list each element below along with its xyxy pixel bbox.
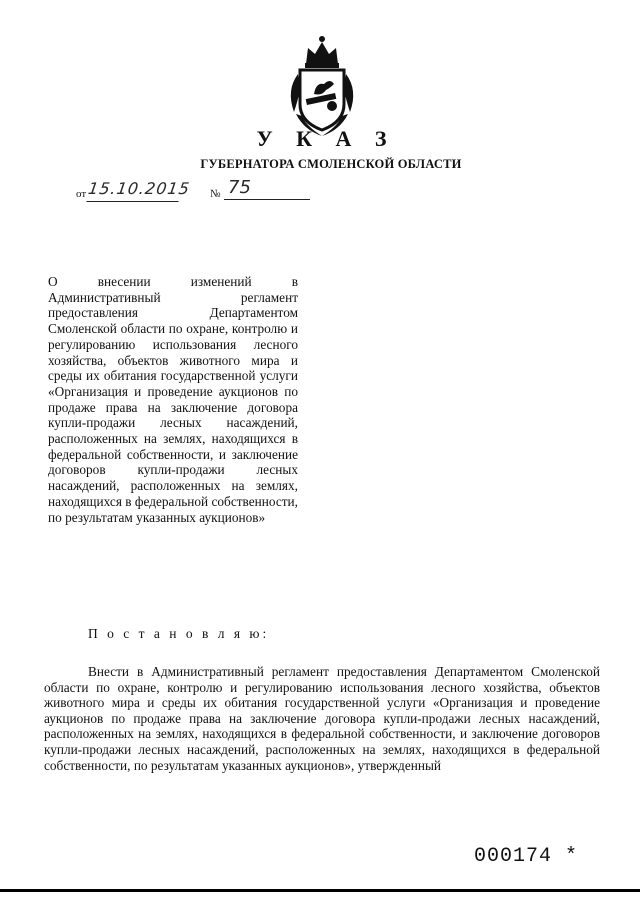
decree-subject: О внесении изменений в Административный регламент предоставления Департаментом Смоленской области по охране, контролю и регулированию использования лесного хозяйства, объектов животного мира и среды их обитания государственной услуги «Организация и проведение аукционов по продаже права на заключение договора купли-продажи лесных насаждений, расположенных на землях, находящихся в федеральной собственности, и заключение договоров купли-продажи лесных насаждений, расположенных на землях, находящихся в федеральной собственности, по результатам указанных аукционов» xyxy=(48,274,298,525)
document-serial-number: 000174 * xyxy=(474,845,579,868)
document-title: У К А З xyxy=(256,126,396,151)
smolensk-coat-of-arms-icon xyxy=(284,34,360,140)
bottom-rule xyxy=(0,889,640,892)
date-field: 15.10.2015 xyxy=(86,179,181,202)
number-field: 75 xyxy=(224,177,310,200)
dateline xyxy=(76,179,316,205)
date-label: от xyxy=(76,188,87,200)
document-issuer: ГУБЕРНАТОРА СМОЛЕНСКОЙ ОБЛАСТИ xyxy=(200,157,462,171)
number-label: № xyxy=(210,188,221,200)
body-paragraph: Внести в Административный регламент предоставления Департаментом Смоленской области по охране, контролю и регулированию использования лесного хозяйства, объектов животного мира и среды их обитания государственной услуги «Организация и проведение аукционов по продаже права на заключение договора купли-продажи лесных насаждений, расположенных на землях, находящихся в федеральной собственности, и заключение договоров купли-продажи лесных насаждений, расположенных на землях, находящихся в федеральной собственности, по результатам указанных аукционов», утвержденный xyxy=(44,664,600,773)
decree-word: П о с т а н о в л я ю: xyxy=(88,626,270,641)
